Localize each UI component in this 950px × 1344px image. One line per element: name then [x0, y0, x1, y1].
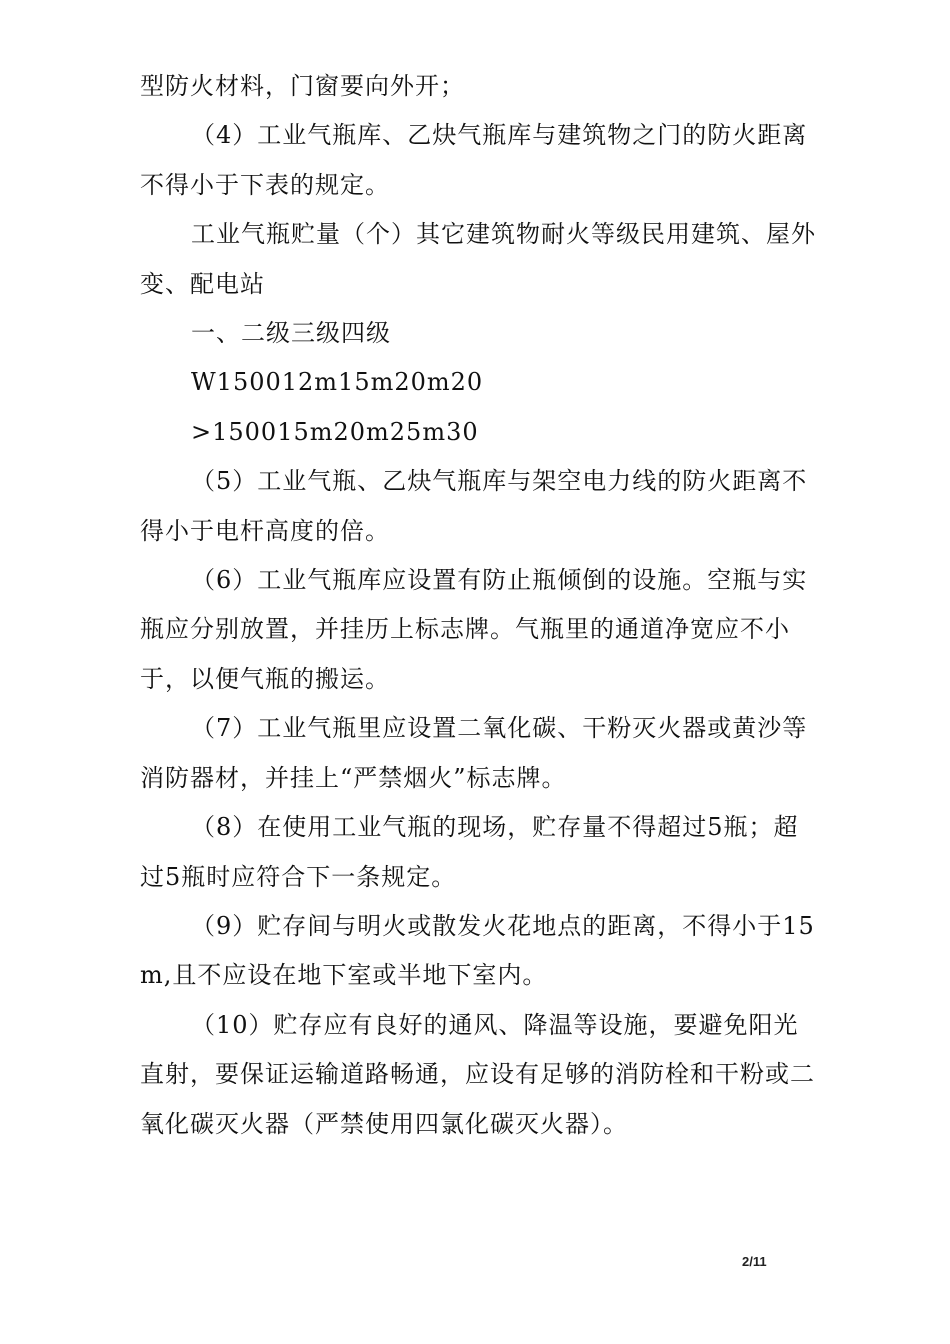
paragraph-6: >150015m20m25m30 — [191, 417, 479, 446]
paragraph-11: （9）贮存间与明火或散发火花地点的距离，不得小于15m,且不应设在地下室或半地下室内。 — [140, 911, 815, 990]
paragraph-4: 一、二级三级四级 — [191, 319, 391, 348]
paragraph-5: W150012m15m20m20 — [191, 368, 484, 397]
paragraph-8: （6）工业气瓶库应设置有防止瓶倾倒的设施。空瓶与实瓶应分别放置，并挂历上标志牌。气瓶里的通道净宽应不小于，以便气瓶的搬运。 — [140, 566, 808, 693]
paragraph-12: （10）贮存应有良好的通风、降温等设施，要避免阳光直射，要保证运输道路畅通，应设有足够的消防栓和干粉或二氧化碳灭火器（严禁使用四氯化碳灭火器）。 — [140, 1010, 815, 1138]
paragraph-1: 型防火材料，门窗要向外开； — [140, 72, 465, 100]
page-number: 2/11 — [742, 1254, 767, 1269]
paragraph-7: （5）工业气瓶、乙炔气瓶库与架空电力线的防火距离不得小于电杆高度的倍。 — [140, 467, 808, 545]
paragraph-2: （4）工业气瓶库、乙炔气瓶库与建筑物之门的防火距离不得小于下表的规定。 — [140, 121, 808, 199]
paragraph-3: 工业气瓶贮量（个）其它建筑物耐火等级民用建筑、屋外变、配电站 — [140, 220, 816, 298]
paragraph-10: （8）在使用工业气瓶的现场，贮存量不得超过5瓶；超过5瓶时应符合下一条规定。 — [140, 813, 799, 891]
paragraph-9: （7）工业气瓶里应设置二氧化碳、干粉灭火器或黄沙等消防器材，并挂上“严禁烟火”标志牌。 — [140, 714, 808, 792]
document-body — [140, 62, 820, 1149]
